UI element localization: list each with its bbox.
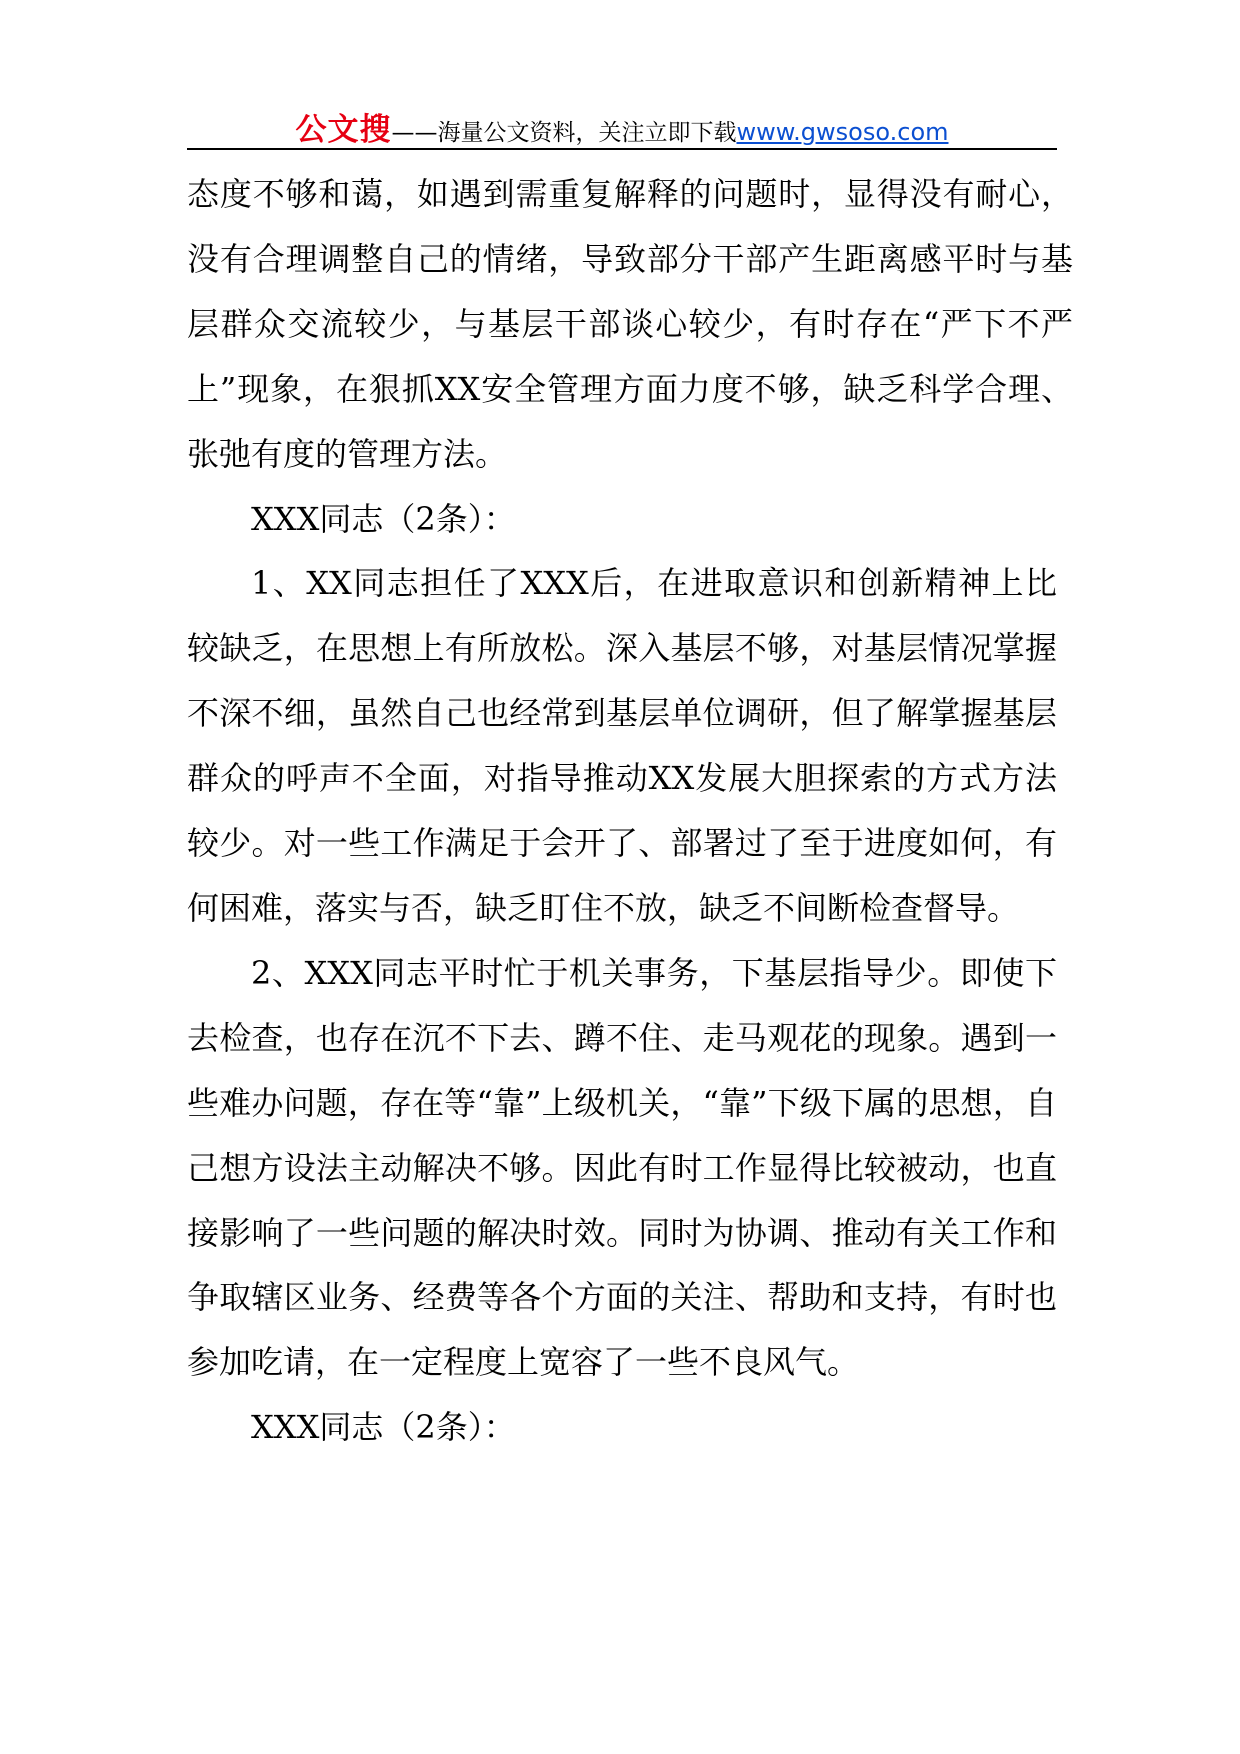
document-body (187, 162, 1073, 1460)
website-link[interactable]: www.gwsoso.com (736, 118, 949, 146)
section-heading: XXX同志（2条）： (251, 1408, 516, 1447)
brand-logo-text: 公文搜 (295, 112, 392, 148)
paragraph-continuation: 态度不够和蔼，如遇到需重复解释的问题时，显得没有耐心，没有合理调整自己的情绪，导致部分干部产生距离感平时与基层群众交流较少，与基层干部谈心较少，有时存在“严下不严上”现象，在狠抓XX安全管理方面力度不够，缺乏科学合理、张弛有度的管理方法。 (187, 175, 1073, 473)
page-header (187, 104, 1057, 149)
header-tagline: ——海量公文资料，关注立即下载 (391, 120, 737, 146)
list-item-2: 2、XXX同志平时忙于机关事务，下基层指导少。即使下去检查，也存在沉不下去、蹲不住、走马观花的现象。遇到一些难办问题，存在等“靠”上级机关，“靠”下级下属的思想，自己想方设法主动解决不够。因此有时工作显得比较被动，也直接影响了一些问题的解决时效。同时为协调、推动有关工作和争取辖区业务、经费等各个方面的关注、帮助和支持，有时也参加吃请，在一定程度上宽容了一些不良风气。 (187, 953, 1057, 1382)
header-divider (187, 148, 1057, 150)
section-heading: XXX同志（2条）： (251, 499, 516, 538)
list-item-1: 1、XX同志担任了XXX后，在进取意识和创新精神上比较缺乏，在思想上有所放松。深入基层不够，对基层情况掌握不深不细，虽然自己也经常到基层单位调研，但了解掌握基层群众的呼声不全面，对指导推动XX发展大胆探索的方式方法较少。对一些工作满足于会开了、部署过了至于进度如何，有何困难，落实与否，缺乏盯住不放，缺乏不间断检查督导。 (187, 564, 1057, 927)
